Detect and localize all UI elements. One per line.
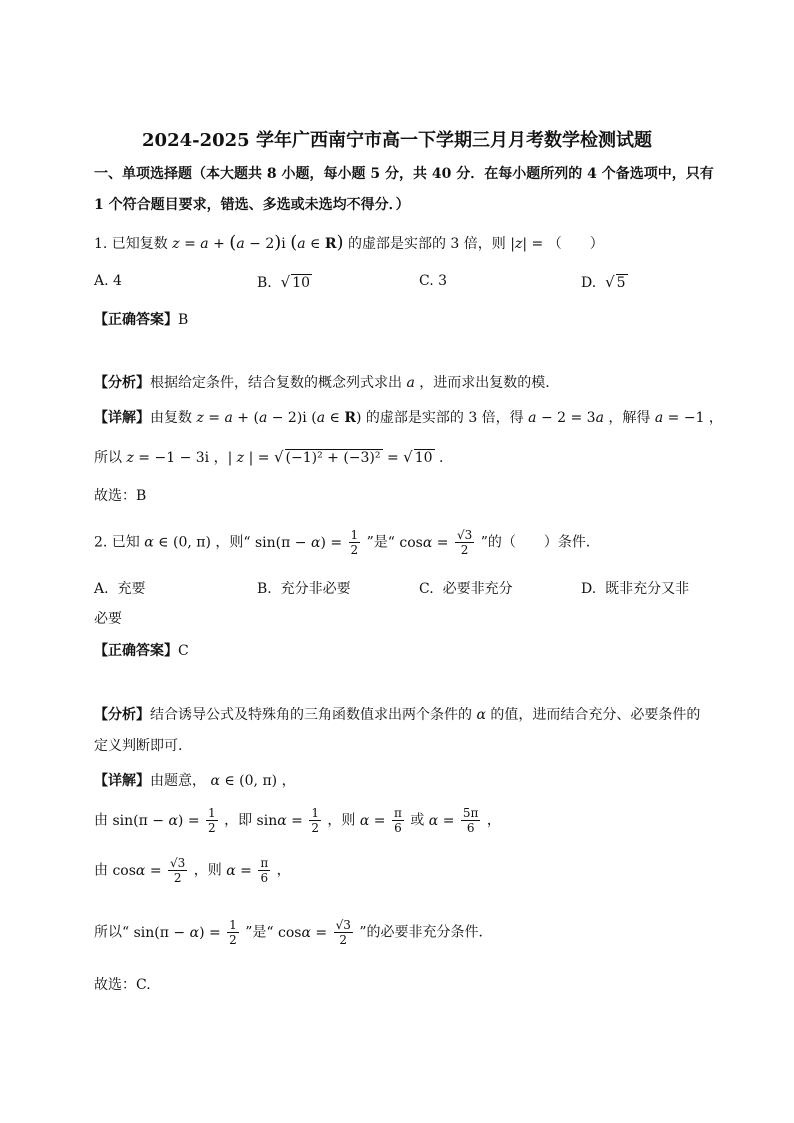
question-2-option-a: A. 充要 [94,581,146,597]
question-1-expression: z = a + (a − 2)i (a ∈ R) [172,232,344,253]
question-1-option-a: A. 4 [94,273,122,289]
question-2-detail-line-4: 所以“ sin(π − α) = $\frac{1}{2}$ ”是“ cosα = $\frac{√3}{2}$ ”的必要非充分条件． [94,918,493,947]
question-2-choice: 故选：C. [94,977,151,993]
question-2-option-c: C. 必要非充分 [419,581,513,597]
section-heading-line-1: 一、单项选择题（本大题共 8 小题，每小题 5 分，共 40 分．在每小题所列的 4 个备选项中，只有 [94,166,714,182]
question-1-choice: 故选：B [94,488,147,504]
question-2-option-d-wrap: 必要 [94,611,122,627]
question-2-answer: 【正确答案】C [94,643,189,659]
question-2-detail-line-3: 由 cosα = $\frac{√3}{2}$ ，则 α = $\frac{\pi}{6}$ ， [94,856,291,885]
page-title: 2024-2025 学年广西南宁市高一下学期三月月考数学检测试题 [142,130,652,151]
question-2-detail-line-2: 由 sin(π − α) = $\frac{1}{2}$ ，即 sinα = $\frac{1}{2}$ ，则 α = $\frac{\pi}{6}$ 或 α = $\frac{5\pi}{6}$ ， [94,806,501,835]
question-2-analysis-line-2: 定义判断即可. [94,738,183,754]
question-1-analysis: 【分析】根据给定条件，结合复数的概念列式求出 a ，进而求出复数的模. [94,375,550,391]
question-1-detail-line-2: 所以 z = −1 − 3i ，| z | = √ (−1)² + (−3)² = √ 10 . [94,448,444,466]
question-2-analysis-line-1: 【分析】结合诱导公式及特殊角的三角函数值求出两个条件的 α 的值，进而结合充分、必要条件的 [94,707,701,723]
question-1-middle: 的虚部是实部的 3 倍，则 [347,236,506,252]
question-2-option-b: B. 充分非必要 [257,581,351,597]
section-heading-line-2: 1 个符合题目要求，错选、多选或未选均不得分．） [94,197,410,213]
question-1-option-d: D. √ 5 [581,273,626,291]
question-1-stem [94,232,604,253]
question-2-option-d: D. 既非充分又非 [581,581,690,597]
question-2-detail-line-1: 【详解】由题意， α ∈ (0, π) ， [94,773,296,789]
question-1-prefix: 1. 已知复数 [94,236,168,252]
question-1-paren: （ ） [547,236,604,252]
question-1-option-c: C. 3 [419,273,448,289]
question-1-option-b: B. √ 10 [257,273,311,291]
question-2-stem: 2. 已知 α ∈ (0, π) ，则“ sin(π − α) = $\frac{1}{2}$ ”是“ cosα = $\frac{√3}{2}$ ”的（ ）条件． [94,528,600,557]
question-1-modulus: |z| = [510,236,544,252]
question-1-answer: 【正确答案】B [94,312,189,328]
question-1-detail-line-1: 【详解】由复数 z = a + (a − 2)i (a ∈ R) 的虚部是实部的 3 倍，得 a − 2 = 3a ，解得 a = −1 ， [94,410,723,426]
